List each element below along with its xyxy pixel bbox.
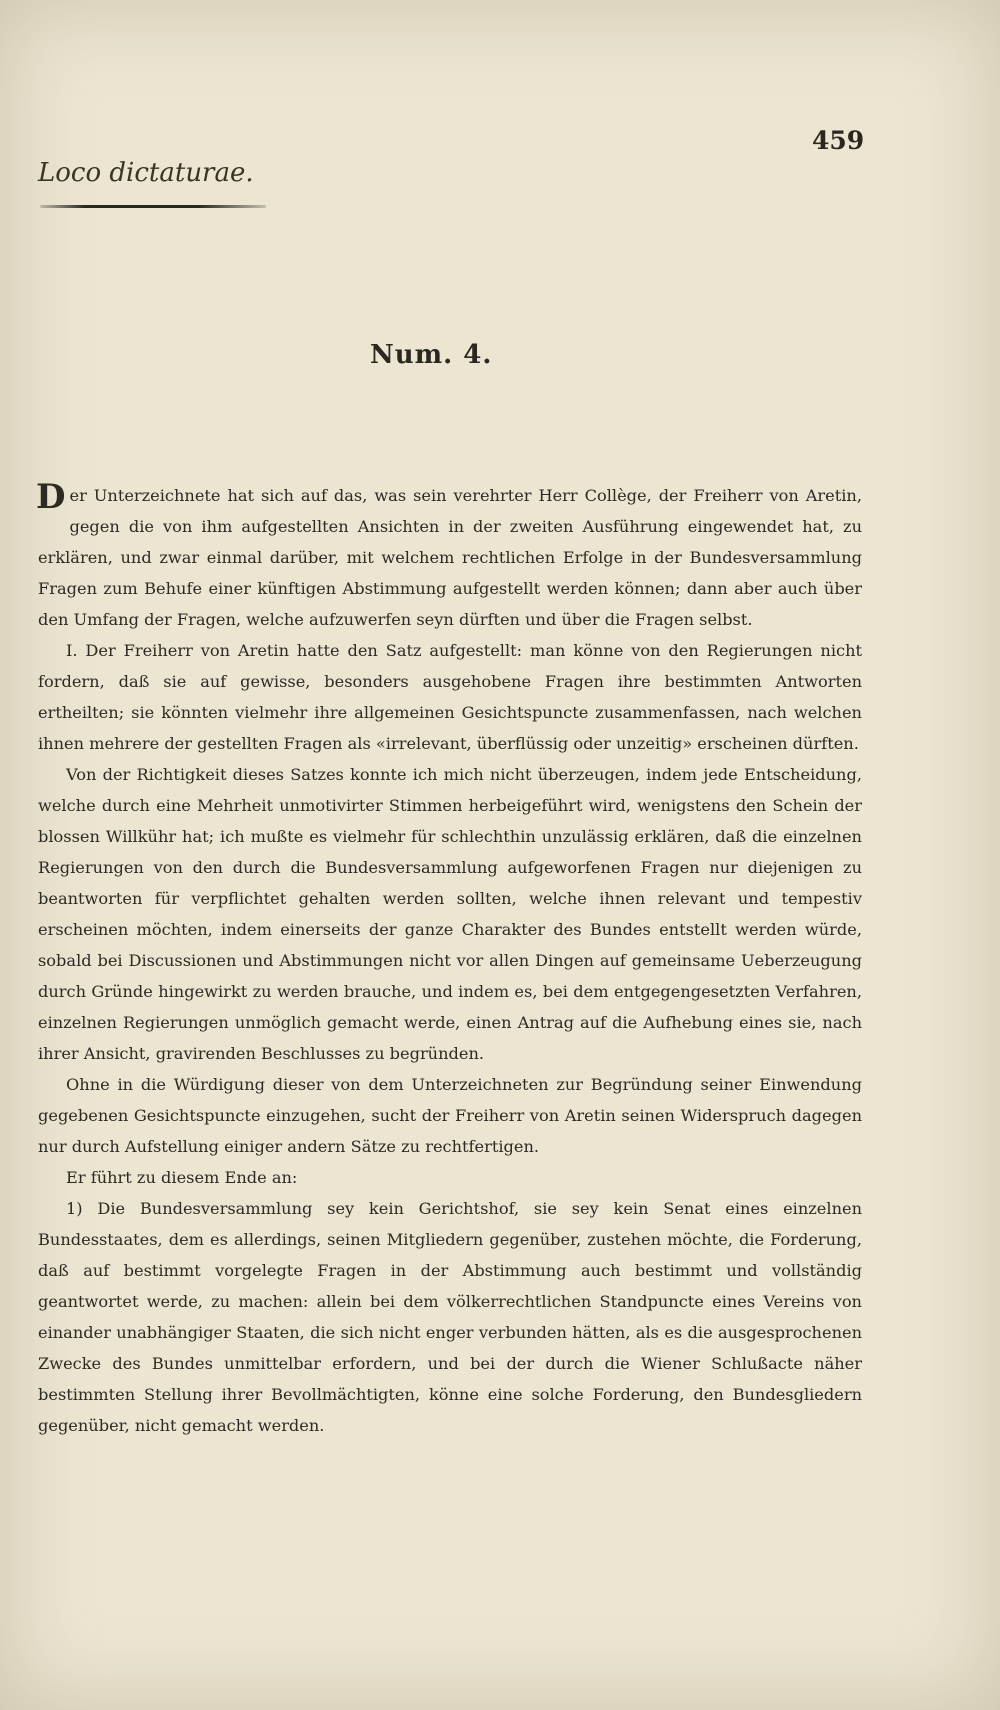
paragraph: Von der Richtigkeit dieses Satzes konnte ich mich nicht überzeugen, indem jede Entscheidung, welche durch eine Mehrheit unmotivirter Stimmen herbeigeführt wird, wenigstens den Schein der blossen Willkühr hat; ich mußte es vielmehr für schlechthin unzulässig erklären, daß die einzelnen Regierungen von den durch die Bundesversammlung aufgeworfenen Fragen nur diejenigen zu beantworten für verpflichtet gehalten werden sollten, welche ihnen relevant und tempestiv erscheinen möchten, indem einerseits der ganze Charakter des Bundes entstellt werden würde, sobald bei Discussionen und Abstimmungen nicht vor allen Dingen auf gemeinsame Ueberzeugung durch Gründe hingewirkt zu werden brauche, und indem es, bei dem entgegengesetzten Verfahren, einzelnen Regierungen unmöglich gemacht werde, einen Antrag auf die Aufhebung eines sie, nach ihrer Ansicht, gravirenden Beschlusses zu begründen. <box>38 765 862 1063</box>
section-title: Num. 4. <box>370 340 493 370</box>
body-text <box>36 477 862 1441</box>
running-title: Loco dictaturae. <box>38 158 254 188</box>
header-ornament-rule <box>40 205 266 208</box>
page-number: 459 <box>812 126 865 155</box>
drop-cap: D <box>36 477 66 517</box>
paragraph-text: er Unterzeichnete hat sich auf das, was sein verehrter Herr Collège, der Freiherr von Aretin, gegen die von ihm aufgestellten Ansichten in der zweiten Ausführung eingewendet hat, zu erklären, und zwar einmal darüber, mit welchem rechtlichen Erfolge in der Bundesversammlung Fragen zum Behufe einer künftigen Abstimmung aufgestellt werden können; dann aber auch über den Umfang der Fragen, welche aufzuwerfen seyn dürften und über die Fragen selbst. <box>38 486 862 629</box>
paragraph: Ohne in die Würdigung dieser von dem Unterzeichneten zur Begründung seiner Einwendung gegebenen Gesichtspuncte einzugehen, sucht der Freiherr von Aretin seinen Widerspruch dagegen nur durch Aufstellung einiger andern Sätze zu rechtfertigen. <box>38 1075 862 1156</box>
paragraph-intro <box>36 477 862 635</box>
paragraph-section-1: I. Der Freiherr von Aretin hatte den Satz aufgestellt: man könne von den Regierungen nicht fordern, daß sie auf gewisse, besonders ausgehobene Fragen ihre bestimmten Antworten ertheilten; sie könnten vielmehr ihre allgemeinen Gesichtspuncte zusammenfassen, nach welchen ihnen mehrere der gestellten Fragen als «irrelevant, überflüssig oder unzeitig» erscheinen dürften. <box>38 641 862 753</box>
paragraph-point-1: 1) Die Bundesversammlung sey kein Gerichtshof, sie sey kein Senat eines einzelnen Bundesstaates, dem es allerdings, seinen Mitgliedern gegenüber, zustehen möchte, die Forderung, daß auf bestimmt vorgelegte Fragen in der Abstimmung auch bestimmt und vollständig geantwortet werde, zu machen: allein bei dem völkerrechtlichen Standpuncte eines Vereins von einander unabhängiger Staaten, die sich nicht enger verbunden hätten, als es die ausgesprochenen Zwecke des Bundes unmittelbar erfordern, und bei der durch die Wiener Schlußacte näher bestimmten Stellung ihrer Bevollmächtigten, könne eine solche Forderung, den Bundesgliedern gegenüber, nicht gemacht werden. <box>38 1199 862 1435</box>
paragraph: Er führt zu diesem Ende an: <box>66 1168 298 1187</box>
